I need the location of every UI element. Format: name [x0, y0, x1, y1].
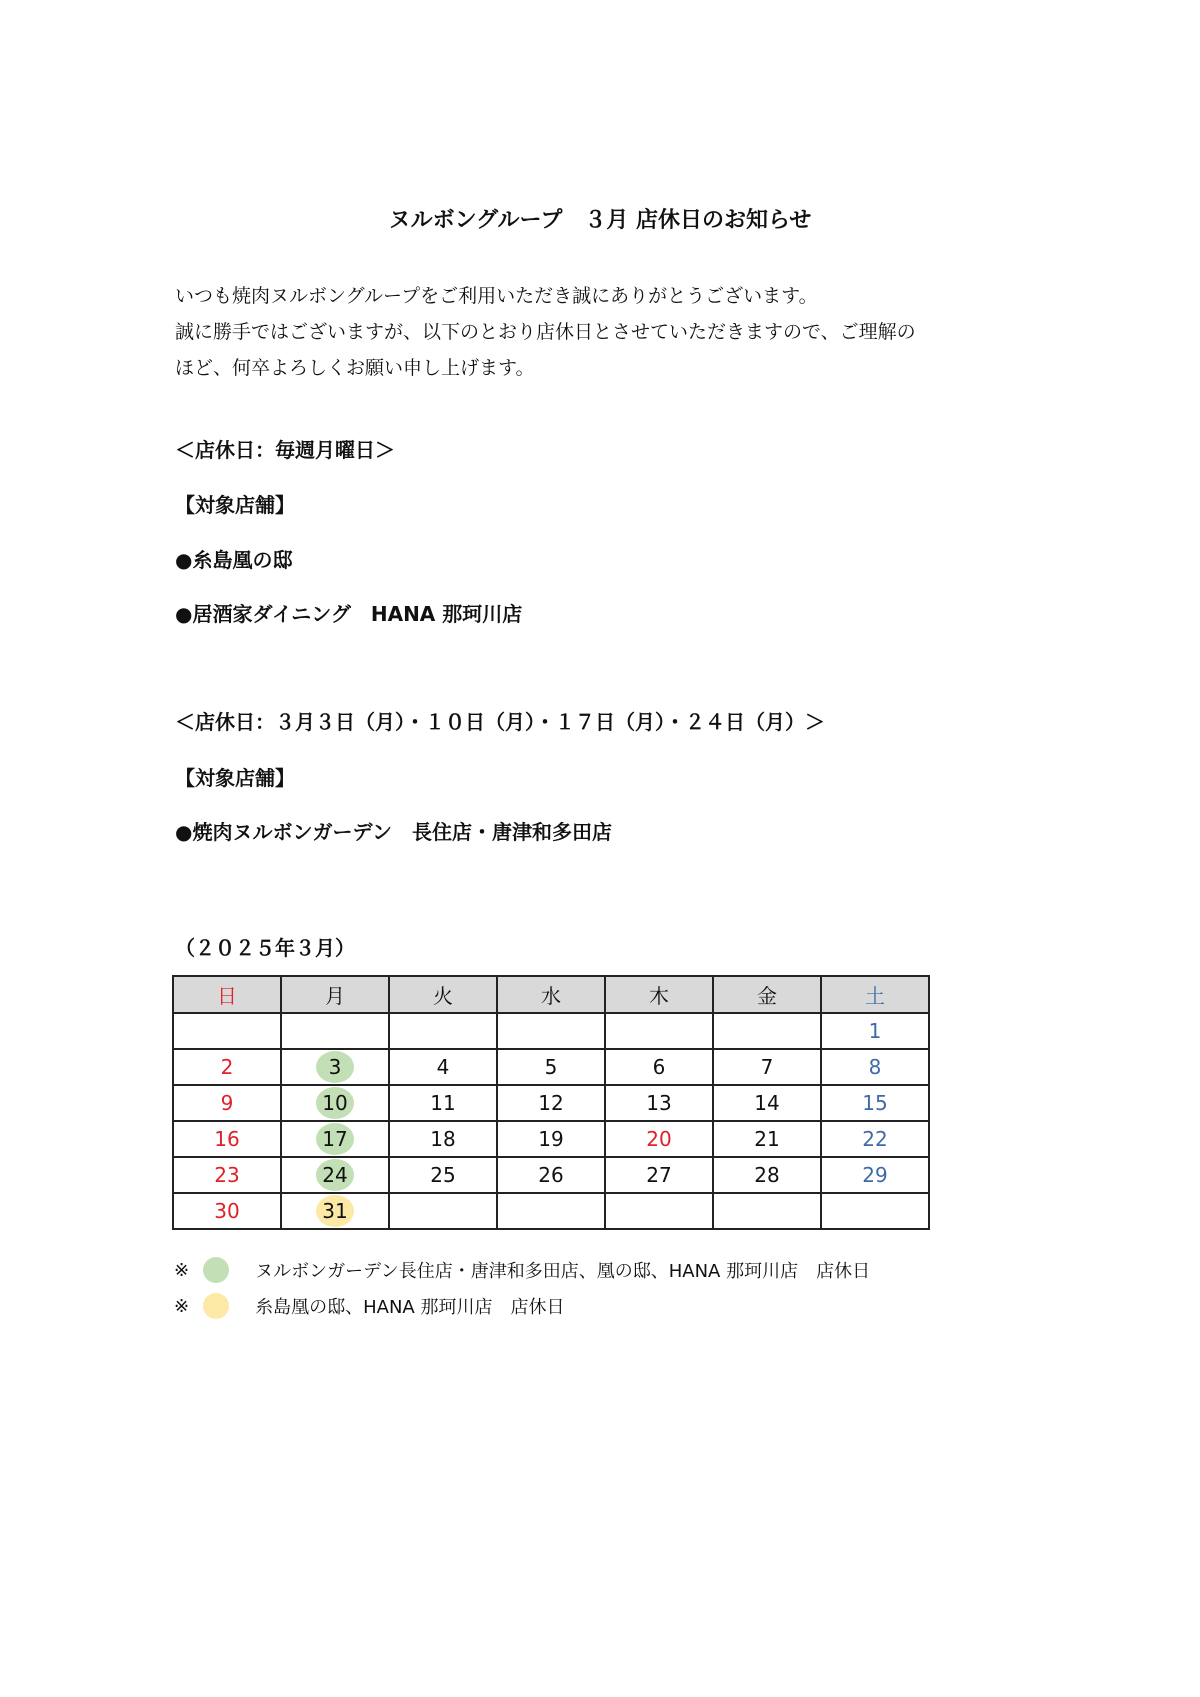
- calendar-day-cell: [605, 1157, 713, 1193]
- calendar-day-number: 3: [316, 1051, 354, 1083]
- weekday-header: 木: [605, 976, 713, 1013]
- calendar-day-number: 25: [430, 1163, 456, 1187]
- calendar-day-cell: [389, 1121, 497, 1157]
- calendar-day-cell: [605, 1049, 713, 1085]
- calendar-day-number: 30: [214, 1199, 240, 1223]
- calendar-week-row: [173, 1121, 929, 1157]
- calendar-day-number: 9: [220, 1091, 234, 1115]
- calendar-day-cell: [713, 1121, 821, 1157]
- legend-mark: ※: [174, 1259, 190, 1281]
- calendar-day-cell: [821, 1121, 929, 1157]
- calendar-day-cell: [605, 1193, 713, 1229]
- calendar-day-cell: [605, 1013, 713, 1049]
- calendar-day-number: 7: [760, 1055, 774, 1079]
- calendar-day-number: 12: [538, 1091, 564, 1115]
- calendar-day-cell: [821, 1013, 929, 1049]
- weekday-header: 日: [173, 976, 281, 1013]
- calendar-day-cell: [821, 1085, 929, 1121]
- calendar-day-number: 10: [316, 1087, 354, 1119]
- calendar-day-cell: [497, 1013, 605, 1049]
- calendar-day-number: 1: [868, 1019, 882, 1043]
- weekday-header: 火: [389, 976, 497, 1013]
- weekday-header: 土: [821, 976, 929, 1013]
- calendar-day-number: 20: [646, 1127, 672, 1151]
- calendar-day-cell: [713, 1049, 821, 1085]
- calendar-day-cell: [281, 1121, 389, 1157]
- calendar-week-row: [173, 1193, 929, 1229]
- calendar-day-cell: [821, 1157, 929, 1193]
- intro-line-3: ほど、何卒よろしくお願い申し上げます。: [175, 357, 535, 379]
- calendar-day-number: 23: [214, 1163, 240, 1187]
- section1-store-1: ●糸島凰の邸: [175, 548, 293, 572]
- yellow-dot-icon: [203, 1293, 229, 1319]
- calendar-day-cell: [605, 1085, 713, 1121]
- calendar-day-cell: [173, 1157, 281, 1193]
- calendar-day-number: 16: [214, 1127, 240, 1151]
- intro-line-1: いつも焼肉ヌルボングループをご利用いただき誠にありがとうございます。: [175, 285, 818, 307]
- calendar-day-number: 18: [430, 1127, 456, 1151]
- calendar-day-cell: [389, 1049, 497, 1085]
- calendar-day-number: 6: [652, 1055, 666, 1079]
- legend-item-green: [174, 1257, 870, 1283]
- calendar-day-number: 29: [862, 1163, 888, 1187]
- calendar-day-cell: [173, 1193, 281, 1229]
- calendar-day-cell: [713, 1157, 821, 1193]
- calendar-day-number: 11: [430, 1091, 456, 1115]
- calendar-week-row: [173, 1013, 929, 1049]
- calendar-day-cell: [713, 1013, 821, 1049]
- calendar-day-cell: [821, 1193, 929, 1229]
- section2-target-label: 【対象店舗】: [175, 766, 295, 790]
- calendar-day-cell: [389, 1157, 497, 1193]
- calendar-day-cell: [389, 1013, 497, 1049]
- green-dot-icon: [203, 1257, 229, 1283]
- section1-target-label: 【対象店舗】: [175, 493, 295, 517]
- calendar-day-cell: [497, 1049, 605, 1085]
- calendar-day-cell: [173, 1121, 281, 1157]
- calendar-day-number: 8: [868, 1055, 882, 1079]
- calendar-day-number: 26: [538, 1163, 564, 1187]
- calendar-day-cell: [497, 1085, 605, 1121]
- calendar-day-cell: [713, 1085, 821, 1121]
- calendar-caption: （２０２５年３月）: [175, 936, 355, 960]
- calendar-day-cell: [281, 1013, 389, 1049]
- calendar-day-cell: [173, 1013, 281, 1049]
- legend-text: ヌルボンガーデン長住店・唐津和多田店、凰の邸、HANA 那珂川店 店休日: [255, 1261, 871, 1282]
- intro-line-2: 誠に勝手ではございますが、以下のとおり店休日とさせていただきますので、ご理解の: [175, 321, 916, 343]
- calendar-body: [173, 1013, 929, 1229]
- calendar-day-number: 14: [754, 1091, 780, 1115]
- calendar-day-number: 31: [316, 1195, 354, 1227]
- calendar-day-number: 21: [754, 1127, 780, 1151]
- calendar-header-row: [173, 976, 929, 1013]
- section1-heading: ＜店休日：毎週月曜日＞: [175, 438, 395, 462]
- calendar-day-cell: [281, 1085, 389, 1121]
- section2-store-1: ●焼肉ヌルボンガーデン 長住店・唐津和多田店: [175, 820, 613, 844]
- calendar-week-row: [173, 1157, 929, 1193]
- calendar-day-cell: [173, 1085, 281, 1121]
- calendar-day-cell: [497, 1193, 605, 1229]
- legend-item-yellow: [174, 1293, 564, 1319]
- calendar-day-number: 17: [316, 1123, 354, 1155]
- calendar-day-number: 5: [544, 1055, 558, 1079]
- calendar-day-cell: [389, 1085, 497, 1121]
- page-title: ヌルボングループ ３月 店休日のお知らせ: [388, 208, 812, 233]
- calendar-week-row: [173, 1049, 929, 1085]
- calendar-week-row: [173, 1085, 929, 1121]
- calendar-day-cell: [281, 1157, 389, 1193]
- calendar-day-number: 28: [754, 1163, 780, 1187]
- legend-text: 糸島凰の邸、HANA 那珂川店 店休日: [255, 1297, 565, 1318]
- weekday-header: 月: [281, 976, 389, 1013]
- calendar-table: [172, 975, 930, 1230]
- calendar-day-cell: [281, 1049, 389, 1085]
- calendar-day-number: 15: [862, 1091, 888, 1115]
- calendar-day-cell: [605, 1121, 713, 1157]
- calendar-day-cell: [497, 1157, 605, 1193]
- calendar-day-number: 13: [646, 1091, 672, 1115]
- calendar-day-cell: [713, 1193, 821, 1229]
- calendar-day-cell: [389, 1193, 497, 1229]
- calendar-day-cell: [821, 1049, 929, 1085]
- calendar-day-number: 4: [436, 1055, 450, 1079]
- calendar-day-number: 19: [538, 1127, 564, 1151]
- calendar-day-cell: [173, 1049, 281, 1085]
- calendar-day-number: 27: [646, 1163, 672, 1187]
- calendar-day-number: 22: [862, 1127, 888, 1151]
- legend-mark: ※: [174, 1295, 190, 1317]
- calendar-day-cell: [281, 1193, 389, 1229]
- calendar-day-number: 2: [220, 1055, 234, 1079]
- section1-store-2: ●居酒家ダイニング HANA 那珂川店: [175, 602, 523, 626]
- calendar-day-cell: [497, 1121, 605, 1157]
- calendar-day-number: 24: [316, 1159, 354, 1191]
- weekday-header: 金: [713, 976, 821, 1013]
- section2-heading: ＜店休日：３月３日（月）・１０日（月）・１７日（月）・２４日（月）＞: [175, 710, 825, 734]
- weekday-header: 水: [497, 976, 605, 1013]
